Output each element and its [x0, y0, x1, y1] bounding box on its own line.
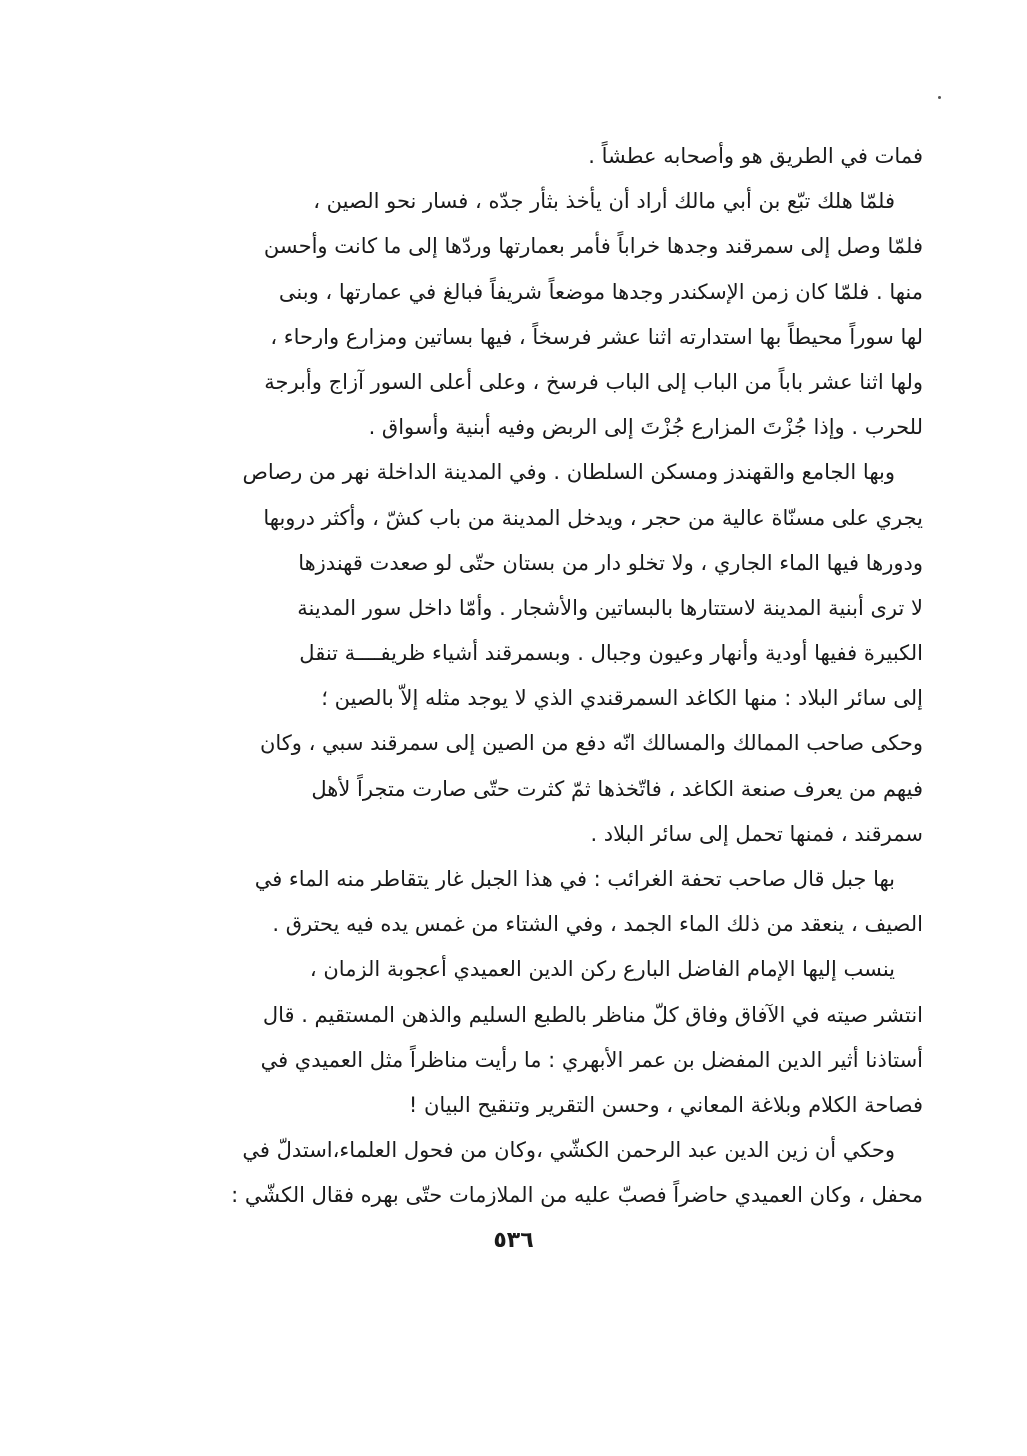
- text-line: محفل ، وكان العميدي حاضراً فصبّ عليه من الملازمات حتّى بهره فقال الكشّي :: [231, 1183, 923, 1208]
- text-line: انتشر صيته في الآفاق وفاق كلّ مناظر بالطبع السليم والذهن المستقيم . قال: [262, 1002, 923, 1027]
- text-line: أستاذنا أثير الدين المفضل بن عمر الأبهري : ما رأيت مناظراً مثل العميدي في: [260, 1047, 923, 1072]
- page-number: ٥٣٦: [493, 1228, 534, 1253]
- text-line: فصاحة الكلام وبلاغة المعاني ، وحسن التقرير وتنقيح البيان !: [408, 1092, 923, 1117]
- text-line: لها سوراً محيطاً بها استدارته اثنا عشر فرسخاً ، فيها بساتين ومزارع وارحاء ،: [270, 324, 923, 349]
- text-line: يجري على مسنّاة عالية من حجر ، ويدخل المدينة من باب كشّ ، وأكثر دروبها: [263, 505, 923, 530]
- text-line: وحكى صاحب الممالك والمسالك انّه دفع من الصين إلى سمرقند سبي ، وكان: [259, 731, 923, 756]
- text-line: ولها اثنا عشر باباً من الباب إلى الباب فرسخ ، وعلى أعلى السور آزاج وأبرجة: [264, 369, 923, 394]
- text-line: فمات في الطريق هو وأصحابه عطشاً .: [588, 144, 923, 168]
- text-line: فلمّا وصل إلى سمرقند وجدها خراباً فأمر بعمارتها وردّها إلى ما كانت وأحسن: [263, 234, 923, 259]
- text-line: منها . فلمّا كان زمن الإسكندر وجدها موضعاً شريفاً فبالغ في عمارتها ، وبنى: [278, 279, 923, 304]
- text-line: الكبيرة ففيها أودية وأنهار وعيون وجبال . وبسمرقند أشياء ظريفــــة تنقل: [299, 641, 923, 666]
- text-line: سمرقند ، فمنها تحمل إلى سائر البلاد .: [590, 821, 923, 846]
- text-line: ينسب إليها الإمام الفاضل البارع ركن الدين العميدي أعجوبة الزمان ،: [309, 957, 895, 982]
- text-line: ودورها فيها الماء الجاري ، ولا تخلو دار من بستان حتّى لو صعدت قهندزها: [298, 550, 923, 575]
- text-line: إلى سائر البلاد : منها الكاغد السمرقندي الذي لا يوجد مثله إلاّ بالصين ؛: [321, 686, 923, 711]
- text-line: بها جبل قال صاحب تحفة الغرائب : في هذا الجبل غار يتقاطر منه الماء في: [254, 867, 895, 891]
- text-line: وحكي أن زين الدين عبد الرحمن الكشّي ،وكان من فحول العلماء،استدلّ في: [242, 1138, 895, 1163]
- text-line: وبها الجامع والقهندز ومسكن السلطان . وفي المدينة الداخلة نهر من رصاص: [242, 460, 895, 485]
- body-text: [178, 134, 923, 1219]
- text-line: فلمّا هلك تبّع بن أبي مالك أراد أن يأخذ بثأر جدّه ، فسار نحو الصين ،: [313, 189, 895, 214]
- text-line: للحرب . وإذا جُزْتَ المزارع جُزْتَ إلى الربض وفيه أبنية وأسواق .: [368, 415, 923, 440]
- text-line: الصيف ، ينعقد من ذلك الماء الجمد ، وفي الشتاء من غمس يده فيه يحترق .: [272, 912, 923, 937]
- text-line: فيهم من يعرف صنعة الكاغد ، فاتّخذها ثمّ كثرت حتّى صارت متجراً لأهل: [311, 776, 923, 801]
- text-line: لا ترى أبنية المدينة لاستتارها بالبساتين والأشجار . وأمّا داخل سور المدينة: [297, 595, 923, 620]
- scan-speck: [938, 96, 941, 99]
